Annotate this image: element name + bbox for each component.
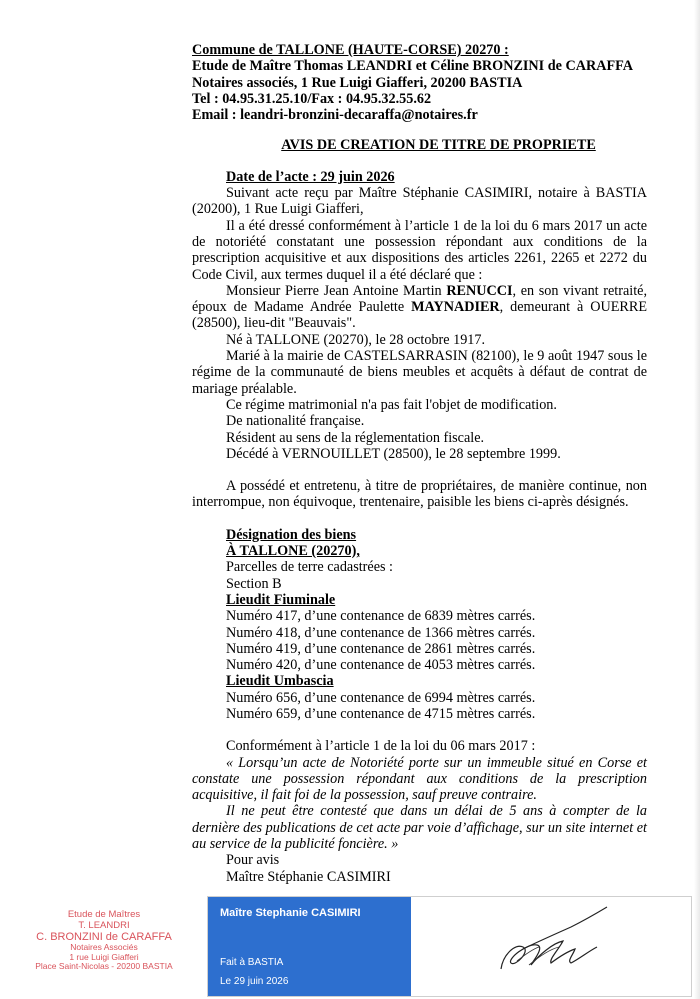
notice-body [192, 42, 647, 885]
paragraph-residence: Résident au sens de la réglementation fiscale. [226, 429, 485, 446]
header-phone: Tel : 04.95.31.25.10/Fax : 04.95.32.55.62 [192, 90, 432, 107]
lieudit-fiuminale: Lieudit Fiuminale [226, 591, 336, 608]
signature-box [207, 896, 692, 997]
signature-signer-name: Maître Stephanie CASIMIRI [220, 907, 361, 919]
notary-stamp [28, 910, 180, 972]
header-address: Notaires associés, 1 Rue Luigi Giafferi, 20200 BASTIA [192, 74, 523, 91]
lot-line: Numéro 420, d’une contenance de 4053 mètres carrés. [226, 657, 536, 674]
header-commune: Commune de TALLONE (HAUTE-CORSE) 20270 : [192, 42, 509, 58]
biens-place: À TALLONE (20270), [226, 543, 360, 560]
paragraph-marriage: Marié à la mairie de CASTELSARRASIN (82100), le 9 août 1947 sous le régime de la communauté de biens meubles et acquêts à défaut de contrat de mariage préalable. [192, 348, 647, 397]
legal-quote-2: Il ne peut être contesté que dans un délai de 5 ans à compter de la dernière des publications de cet acte par voie d’affichage, sur un site internet et au service de la publicité foncière. » [192, 803, 647, 853]
signatory-name: Maître Stéphanie CASIMIRI [226, 868, 391, 885]
identity-text-c: , demeurant à OUERRE (28500), lieu-dit "Beauvais". [192, 299, 647, 332]
lot-line: Numéro 656, d’une contenance de 6994 mètres carrés. [226, 689, 536, 706]
lot-line: Numéro 417, d’une contenance de 6839 mètres carrés. [226, 608, 536, 625]
identity-text-b: , en son vivant retraité, époux de Madame Andrée Paulette [192, 282, 647, 316]
page-edge-shadow [694, 0, 700, 999]
pour-avis: Pour avis [226, 852, 280, 869]
header-etude: Etude de Maître Thomas LEANDRI et Céline BRONZINI de CARAFFA [192, 58, 633, 75]
paragraph-possession: A possédé et entretenu, à titre de propriétaires, de manière continue, non interrompue, non équivoque, trentenaire, paisible les biens ci-après désignés. [192, 478, 647, 511]
legal-quote-1: « Lorsqu’un acte de Notoriété porte sur un immeuble situé en Corse et constate une possession répondant aux conditions de la prescription acquisitive, il fait foi de la possession, sauf preuve contraire. [192, 754, 647, 804]
paragraph-regime: Ce régime matrimonial n'a pas fait l'objet de modification. [226, 396, 557, 413]
stamp-line-4: Notaires Associés [70, 942, 138, 952]
identity-text-a: Monsieur Pierre Jean Antoine Martin [226, 282, 447, 299]
paragraph-birth: Né à TALLONE (20270), le 28 octobre 1917. [226, 331, 486, 348]
header-email: Email : leandri-bronzini-decaraffa@notaires.fr [192, 107, 478, 124]
biens-parcelles: Parcelles de terre cadastrées : [226, 559, 394, 576]
paragraph-acte: Suivant acte reçu par Maître Stéphanie CASIMIRI, notaire à BASTIA (20200), 1 Rue Luigi Giafferi, [192, 185, 647, 218]
notice-title: AVIS DE CREATION DE TITRE DE PROPRIETE [281, 137, 596, 154]
identity-name-maynadier: MAYNADIER [411, 299, 500, 316]
stamp-line-5: 1 rue Luigi Giafferi [69, 951, 139, 962]
stamp-line-1: Etude de Maîtres [67, 909, 141, 920]
signature-date: Le 29 juin 2026 [220, 976, 289, 987]
handwritten-signature [493, 903, 613, 983]
stamp-line-2: T. LEANDRI [78, 919, 130, 931]
paragraph-death: Décédé à VERNOUILLET (28500), le 28 septembre 1999. [226, 445, 561, 462]
paragraph-notoriete: Il a été dressé conformément à l’article 1 de la loi du 6 mars 2017 un acte de notoriété constatant une possession répondant aux conditions de la prescription acquisitive et aux dispositions des articles 2261, 2265 et 2272 du Code Civil, aux termes duquel il a été déclaré que : [192, 217, 647, 283]
lot-line: Numéro 419, d’une contenance de 2861 mètres carrés. [226, 640, 536, 657]
lot-line: Numéro 659, d’une contenance de 4715 mètres carrés. [226, 705, 536, 722]
identity-name-renucci: RENUCCI [446, 282, 513, 299]
lieudit-umbascia: Lieudit Umbascia [226, 673, 334, 690]
stamp-line-6: Place Saint-Nicolas - 20200 BASTIA [35, 961, 173, 971]
biens-heading: Désignation des biens [226, 526, 357, 543]
paragraph-identity [192, 283, 647, 332]
stamp-line-3: C. BRONZINI de CARAFFA [36, 931, 172, 943]
lot-line: Numéro 418, d’une contenance de 1366 mètres carrés. [226, 624, 536, 641]
date-acte: Date de l’acte : 29 juin 2026 [226, 168, 395, 185]
biens-section: Section B [226, 575, 282, 592]
legal-intro: Conformément à l’article 1 de la loi du 06 mars 2017 : [226, 738, 536, 755]
paragraph-nationality: De nationalité française. [226, 413, 365, 430]
signature-place: Fait à BASTIA [220, 957, 284, 968]
signature-info-panel [208, 897, 411, 996]
